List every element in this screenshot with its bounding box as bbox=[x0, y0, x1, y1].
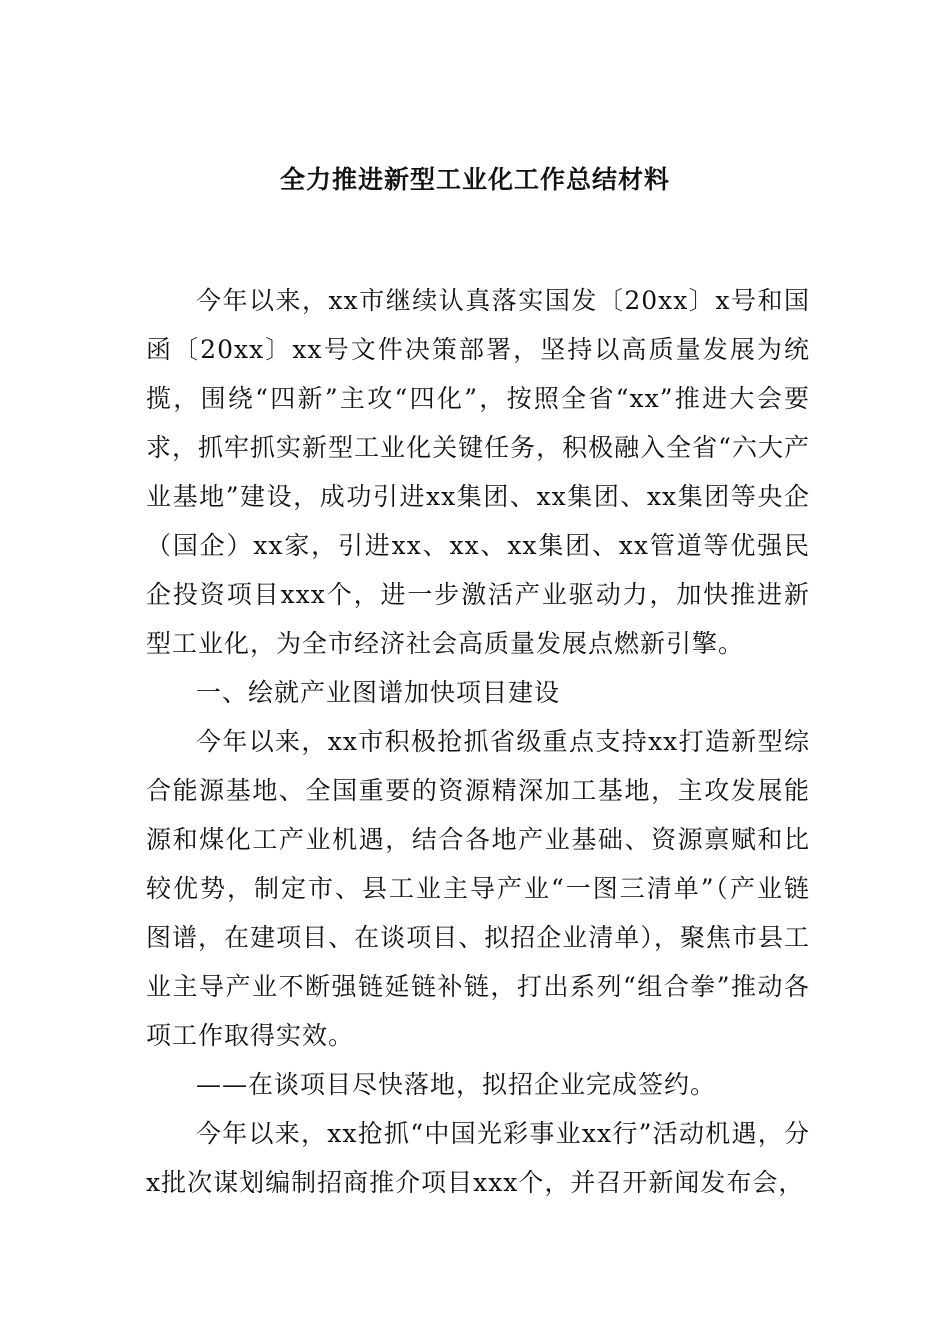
section-heading-1: 一、绘就产业图谱加快项目建设 bbox=[196, 678, 561, 707]
paragraph-intro: 今年以来，xx市继续认真落实国发〔20xx〕x号和国函〔20xx〕xx号文件决策部署，坚持以高质量发展为统揽，围绕“四新”主攻“四化”，按照全省“xx”推进大会要求，抓牢抓实新型工业化关键任务，积极融入全省“六大产业基地”建设，成功引进xx集团、xx集团、xx集团等央企（国企）xx家，引进xx、xx、xx集团、xx管道等优强民企投资项目xxx个，进一步激活产业驱动力，加快推进新型工业化，为全市经济社会高质量发展点燃新引擎。 bbox=[146, 286, 810, 658]
paragraph-projects: 今年以来，xx抢抓“中国光彩事业xx行”活动机遇，分x批次谋划编制招商推介项目xxx个，并召开新闻发布会， bbox=[146, 1119, 810, 1197]
document-body bbox=[146, 276, 810, 1207]
document-title: 全力推进新型工业化工作总结材料 bbox=[279, 165, 670, 194]
subheading-projects: ——在谈项目尽快落地，拟招企业完成签约。 bbox=[196, 1070, 717, 1099]
paragraph-section-1: 今年以来，xx市积极抢抓省级重点支持xx打造新型综合能源基地、全国重要的资源精深加工基地，主攻发展能源和煤化工产业机遇，结合各地产业基础、资源禀赋和比较优势，制定市、县工业主导产业“一图三清单”（产业链图谱，在建项目、在谈项目、拟招企业清单），聚焦市县工业主导产业不断强链延链补链，打出系列“组合拳”推动各项工作取得实效。 bbox=[146, 727, 810, 1050]
